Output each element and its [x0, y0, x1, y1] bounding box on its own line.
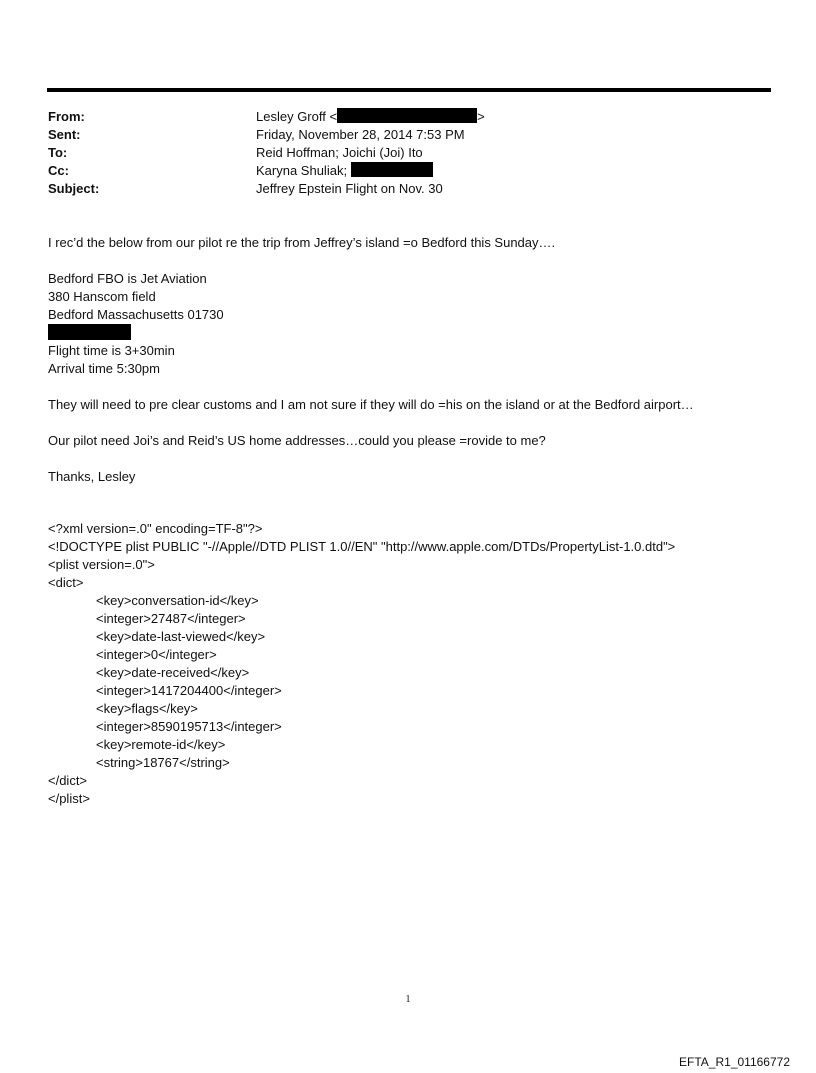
address-line-3: Bedford Massachusetts 01730 [48, 307, 224, 322]
header-rule [47, 88, 771, 92]
xml-dict-close: </dict> [48, 773, 88, 788]
from-close: > [477, 109, 485, 124]
document-id: EFTA_R1_01166772 [679, 1055, 790, 1069]
xml-line: <key>date-received</key> [96, 665, 250, 680]
xml-line: <key>conversation-id</key> [96, 593, 259, 608]
cc-value [256, 162, 433, 180]
xml-line: <string>18767</string> [96, 755, 230, 770]
email-header [48, 108, 768, 198]
from-name: Lesley Groff < [256, 109, 338, 124]
xml-declaration: <?xml version=.0" encoding=TF-8"?> [48, 521, 263, 536]
xml-line: <integer>8590195713</integer> [96, 719, 282, 734]
sent-value: Friday, November 28, 2014 7:53 PM [256, 127, 465, 142]
xml-doctype: <!DOCTYPE plist PUBLIC "-//Apple//DTD PLIST 1.0//EN" "http://www.apple.com/DTDs/PropertyList-1.0.dtd"> [48, 539, 676, 554]
xml-line: <key>date-last-viewed</key> [96, 629, 266, 644]
to-label: To: [48, 145, 68, 160]
pilot-request-text: Our pilot need Joi’s and Reid’s US home addresses…could you please =rovide to me? [48, 433, 546, 448]
xml-line: <key>flags</key> [96, 701, 198, 716]
cc-label: Cc: [48, 163, 69, 178]
xml-line: <key>remote-id</key> [96, 737, 226, 752]
xml-line: <integer>0</integer> [96, 647, 217, 662]
redacted-cc [351, 162, 433, 177]
address-line-1: Bedford FBO is Jet Aviation [48, 271, 207, 286]
xml-line: <integer>1417204400</integer> [96, 683, 282, 698]
subject-value: Jeffrey Epstein Flight on Nov. 30 [256, 181, 443, 196]
xml-plist-open: <plist version=.0"> [48, 557, 155, 572]
subject-row [48, 180, 768, 198]
plist-xml [48, 520, 675, 808]
xml-line: <integer>27487</integer> [96, 611, 246, 626]
sent-row [48, 126, 768, 144]
from-label: From: [48, 109, 85, 124]
from-row [48, 108, 768, 126]
xml-plist-close: </plist> [48, 791, 90, 806]
intro-text: I rec’d the below from our pilot re the trip from Jeffrey’s island =o Bedford this Sunday…. [48, 235, 556, 250]
to-value: Reid Hoffman; Joichi (Joi) Ito [256, 145, 423, 160]
flight-time: Flight time is 3+30min [48, 343, 175, 358]
customs-text: They will need to pre clear customs and I am not sure if they will do =his on the island or at the Bedford airport… [48, 397, 694, 412]
subject-label: Subject: [48, 181, 100, 196]
xml-dict-open: <dict> [48, 575, 84, 590]
sent-label: Sent: [48, 127, 81, 142]
page-number: 1 [405, 994, 411, 1005]
to-row [48, 144, 768, 162]
from-value [256, 108, 485, 126]
redacted-block [48, 324, 131, 340]
cc-row [48, 162, 768, 180]
signoff: Thanks, Lesley [48, 469, 136, 484]
redacted-email [337, 108, 477, 123]
arrival-time: Arrival time 5:30pm [48, 361, 160, 376]
cc-name: Karyna Shuliak; [256, 163, 348, 178]
address-line-2: 380 Hanscom field [48, 289, 156, 304]
